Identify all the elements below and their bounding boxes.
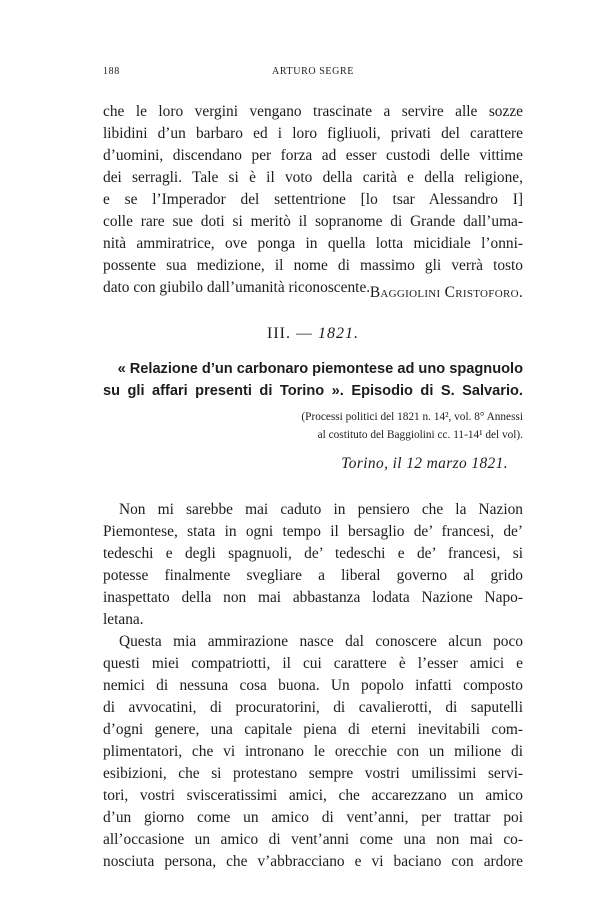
- text-line: inaspettato della non mai abbastanza lodata Nazione Napo-: [103, 589, 523, 606]
- signature: Baggiolini Cristoforo.: [369, 284, 523, 301]
- text-line: nosciuta persona, che v’abbracciano e vi baciano con ardore: [103, 853, 523, 870]
- source-note-line: (Processi politici del 1821 n. 14², vol. 8° Annessi: [301, 411, 523, 423]
- section-heading: [103, 325, 523, 343]
- text-line: all’occasione un amico di vent’anni come una non mai co-: [103, 831, 523, 848]
- page-header: [103, 66, 523, 82]
- text-line: dato con giubilo dall’umanità riconoscente.: [103, 279, 371, 296]
- running-title: ARTURO SEGRE: [272, 66, 354, 77]
- text-line: tedeschi e degli spagnuoli, de’ tedeschi e de’ francesi, si: [103, 545, 523, 562]
- document-title-line: « Relazione d’un carbonaro piemontese ad uno spagnuolo: [117, 361, 523, 377]
- text-line: questi miei compatriotti, il cui carattere è l’esser amici e: [103, 655, 523, 672]
- text-line: dei serragli. Tale si è il voto della carità e della religione,: [103, 169, 523, 186]
- text-line: che le loro vergini vengano trascinate a servire alle sozze: [103, 103, 523, 120]
- text-line: colle rare sue doti si meritò il sopranome di Grande dall’uma-: [103, 213, 523, 230]
- text-line: d’ogni genere, una capitale piena di eterni inevitabili com-: [103, 721, 523, 738]
- text-line: d’uomini, discendano per forza ad esser custodi delle vittime: [103, 147, 523, 164]
- text-line: esibizioni, che si protestano sempre vostri umilissimi servi-: [103, 765, 523, 782]
- text-line: e se l’Imperador del settentrione [lo tsar Alessandro I]: [103, 191, 523, 208]
- document-title-line: su gli affari presenti di Torino ». Episodio di S. Salvario.: [103, 383, 523, 399]
- text-line: libidini d’un barbaro ed i loro figliuoli, privati del carattere: [103, 125, 523, 142]
- section-year: 1821.: [317, 325, 359, 342]
- text-line: nità ammiratrice, ove ponga in quella lotta micidiale l’onni-: [103, 235, 523, 252]
- text-line: possente sua medizione, il nome di massimo gli verrà tosto: [103, 257, 523, 274]
- text-line: plimentatori, che vi intronano le orecchie con un milione di: [103, 743, 523, 760]
- text-line: Piemontese, stata in ogni tempo il bersaglio de’ francesi, de’: [103, 523, 523, 540]
- text-line: Non mi sarebbe mai caduto in pensiero che la Nazion: [119, 501, 523, 518]
- text-line: d’un giorno come un amico di vent’anni, per trattar poi: [103, 809, 523, 826]
- dateline: Torino, il 12 marzo 1821.: [341, 455, 508, 472]
- text-line: di avvocatini, di procuratorini, di cavalierotti, di saputelli: [103, 699, 523, 716]
- text-line: nemici di nessuna cosa buona. Un popolo infatti composto: [103, 677, 523, 694]
- text-line: tori, vostri svisceratissimi amici, che accarezzano un amico: [103, 787, 523, 804]
- text-line: Questa mia ammirazione nasce dal conoscere alcun poco: [119, 633, 523, 650]
- page-number: 188: [103, 66, 120, 77]
- section-number: III. —: [267, 325, 313, 342]
- text-line: letana.: [103, 611, 144, 628]
- text-line: potesse finalmente svegliare a liberal governo al grido: [103, 567, 523, 584]
- source-note-line: al costituto del Baggiolini cc. 11-14¹ del vol).: [317, 429, 523, 441]
